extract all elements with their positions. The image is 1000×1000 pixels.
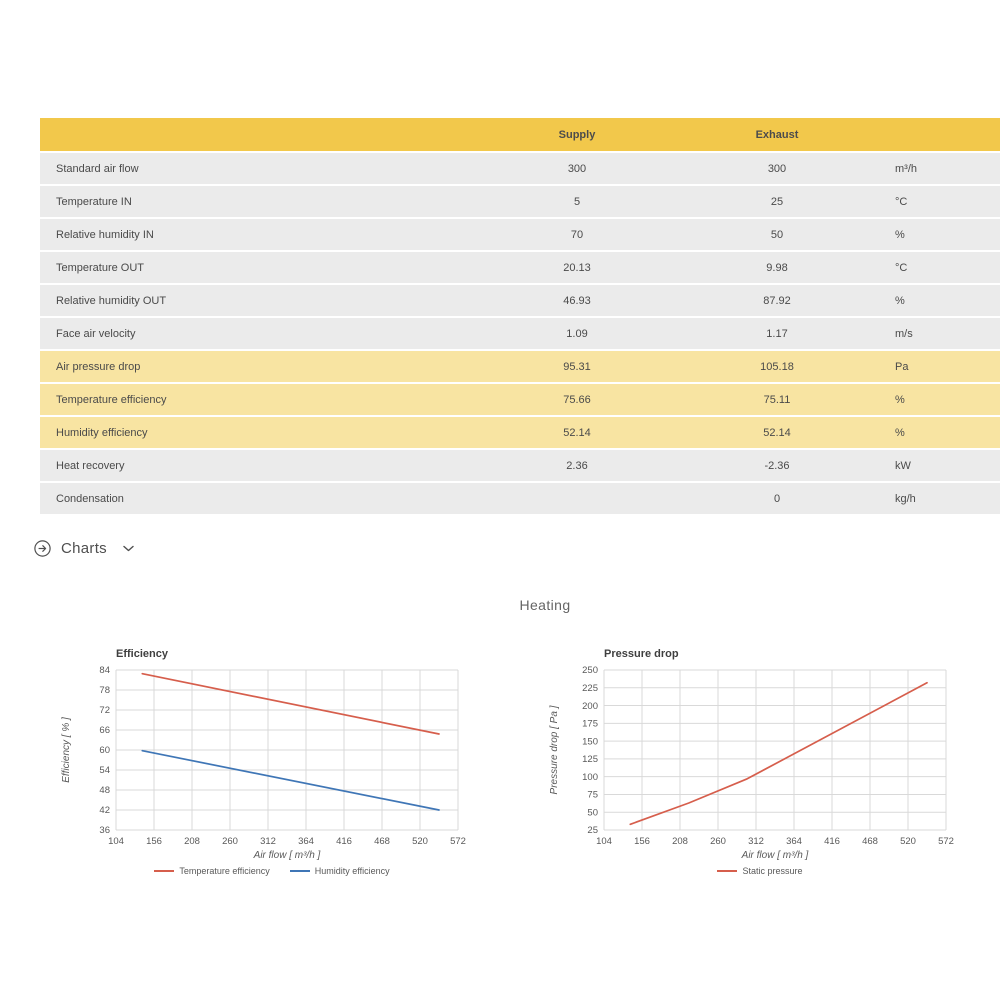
legend-line-swatch	[154, 870, 174, 872]
supply-value: 75.66	[563, 393, 591, 406]
efficiency-chart	[56, 640, 488, 876]
svg-text:364: 364	[786, 836, 802, 847]
table-row	[40, 285, 1000, 316]
table-row	[40, 153, 1000, 184]
exhaust-value: 1.17	[766, 327, 788, 340]
unit-value: m³/h	[895, 162, 917, 175]
svg-text:312: 312	[748, 836, 764, 847]
svg-text:48: 48	[99, 785, 110, 797]
svg-text:Pressure drop: Pressure drop	[604, 648, 679, 660]
svg-text:520: 520	[412, 836, 428, 847]
exhaust-value: 25	[770, 195, 784, 208]
svg-text:572: 572	[450, 836, 466, 847]
svg-text:Pressure drop [ Pa ]: Pressure drop [ Pa ]	[549, 705, 560, 795]
legend-item	[290, 866, 390, 876]
header-supply: Supply	[558, 128, 596, 141]
supply-value: 20.13	[563, 261, 591, 274]
unit-value: %	[895, 228, 905, 241]
table-row	[40, 450, 1000, 481]
legend-item	[717, 866, 802, 876]
svg-text:312: 312	[260, 836, 276, 847]
svg-text:175: 175	[582, 718, 598, 730]
table-row	[40, 483, 1000, 514]
table-row	[40, 186, 1000, 217]
row-label: Air pressure drop	[56, 360, 141, 373]
exhaust-value: 105.18	[760, 360, 794, 373]
svg-text:100: 100	[582, 771, 598, 783]
row-label: Standard air flow	[56, 162, 139, 175]
svg-text:260: 260	[710, 836, 726, 847]
svg-text:125: 125	[582, 754, 598, 766]
chart-group-title: Heating	[519, 597, 571, 613]
exhaust-value: 300	[767, 162, 787, 175]
svg-text:156: 156	[146, 836, 162, 847]
table-row-highlighted	[40, 351, 1000, 382]
exhaust-value: 9.98	[766, 261, 788, 274]
svg-text:Efficiency [ % ]: Efficiency [ % ]	[61, 717, 72, 783]
pressure-drop-chart	[544, 640, 976, 876]
row-label: Heat recovery	[56, 459, 125, 472]
exhaust-value: 50	[770, 228, 784, 241]
svg-text:Air flow [ m³/h ]: Air flow [ m³/h ]	[741, 850, 809, 861]
supply-value: 5	[573, 195, 581, 208]
expand-arrow-icon	[34, 540, 51, 557]
svg-text:104: 104	[596, 836, 612, 847]
exhaust-value: 75.11	[763, 393, 791, 406]
row-label: Temperature OUT	[56, 261, 145, 274]
table-row-highlighted	[40, 417, 1000, 448]
unit-value: %	[895, 294, 905, 307]
svg-text:156: 156	[634, 836, 650, 847]
unit-value: °C	[895, 195, 908, 208]
table-row	[40, 219, 1000, 250]
svg-text:150: 150	[582, 736, 598, 748]
row-label: Temperature IN	[56, 195, 132, 208]
supply-value: 1.09	[566, 327, 588, 340]
svg-text:208: 208	[672, 836, 688, 847]
svg-text:66: 66	[99, 725, 110, 737]
table-row-highlighted	[40, 384, 1000, 415]
svg-text:416: 416	[336, 836, 352, 847]
svg-text:60: 60	[99, 745, 110, 757]
row-label: Condensation	[56, 492, 124, 505]
row-label: Face air velocity	[56, 327, 136, 340]
row-label: Temperature efficiency	[56, 393, 167, 406]
unit-value: %	[895, 393, 905, 406]
svg-text:84: 84	[99, 665, 110, 677]
svg-text:364: 364	[298, 836, 314, 847]
unit-value: m/s	[895, 327, 913, 340]
svg-text:250: 250	[582, 665, 598, 677]
header-exhaust: Exhaust	[755, 128, 799, 141]
unit-value: °C	[895, 261, 908, 274]
legend-label: Static pressure	[742, 866, 803, 876]
supply-value: 300	[567, 162, 587, 175]
svg-text:42: 42	[99, 805, 110, 817]
svg-text:54: 54	[99, 765, 110, 777]
svg-text:104: 104	[108, 836, 124, 847]
table-row	[40, 318, 1000, 349]
exhaust-value: 52.14	[763, 426, 791, 439]
table-row	[40, 252, 1000, 283]
row-label: Relative humidity OUT	[56, 294, 167, 307]
svg-text:72: 72	[99, 705, 110, 717]
svg-text:416: 416	[824, 836, 840, 847]
unit-value: kW	[895, 459, 911, 472]
exhaust-value: 87.92	[763, 294, 791, 307]
charts-section-label: Charts	[61, 540, 107, 557]
legend-label: Temperature efficiency	[179, 866, 270, 876]
unit-value: Pa	[895, 360, 909, 373]
svg-text:36: 36	[99, 825, 110, 837]
chevron-down-icon	[123, 545, 134, 552]
svg-text:200: 200	[582, 700, 598, 712]
svg-text:25: 25	[587, 825, 598, 837]
svg-text:520: 520	[900, 836, 916, 847]
supply-value: 95.31	[563, 360, 591, 373]
exhaust-value: 0	[773, 492, 781, 505]
unit-value: %	[895, 426, 905, 439]
supply-value: 70	[570, 228, 584, 241]
pressure-drop-chart-legend	[544, 866, 976, 876]
supply-value: 52.14	[563, 426, 591, 439]
table-header-row	[40, 118, 1000, 151]
svg-text:468: 468	[862, 836, 878, 847]
results-table	[40, 118, 1000, 514]
exhaust-value: -2.36	[764, 459, 790, 472]
unit-value: kg/h	[895, 492, 916, 505]
legend-line-swatch	[290, 870, 310, 872]
svg-text:Air flow [ m³/h ]: Air flow [ m³/h ]	[253, 850, 321, 861]
supply-value: 46.93	[563, 294, 591, 307]
svg-text:572: 572	[938, 836, 954, 847]
svg-text:Efficiency: Efficiency	[116, 648, 168, 660]
legend-label: Humidity efficiency	[314, 866, 390, 876]
legend-item	[154, 866, 269, 876]
supply-value: 2.36	[566, 459, 588, 472]
svg-text:260: 260	[222, 836, 238, 847]
svg-text:208: 208	[184, 836, 200, 847]
row-label: Humidity efficiency	[56, 426, 148, 439]
legend-line-swatch	[717, 870, 737, 872]
charts-row	[56, 640, 976, 876]
svg-text:75: 75	[587, 789, 598, 801]
svg-text:78: 78	[99, 685, 110, 697]
charts-section-toggle[interactable]	[34, 540, 134, 557]
svg-text:50: 50	[587, 807, 598, 819]
svg-text:468: 468	[374, 836, 390, 847]
efficiency-chart-legend	[56, 866, 488, 876]
row-label: Relative humidity IN	[56, 228, 154, 241]
svg-text:225: 225	[582, 682, 598, 694]
